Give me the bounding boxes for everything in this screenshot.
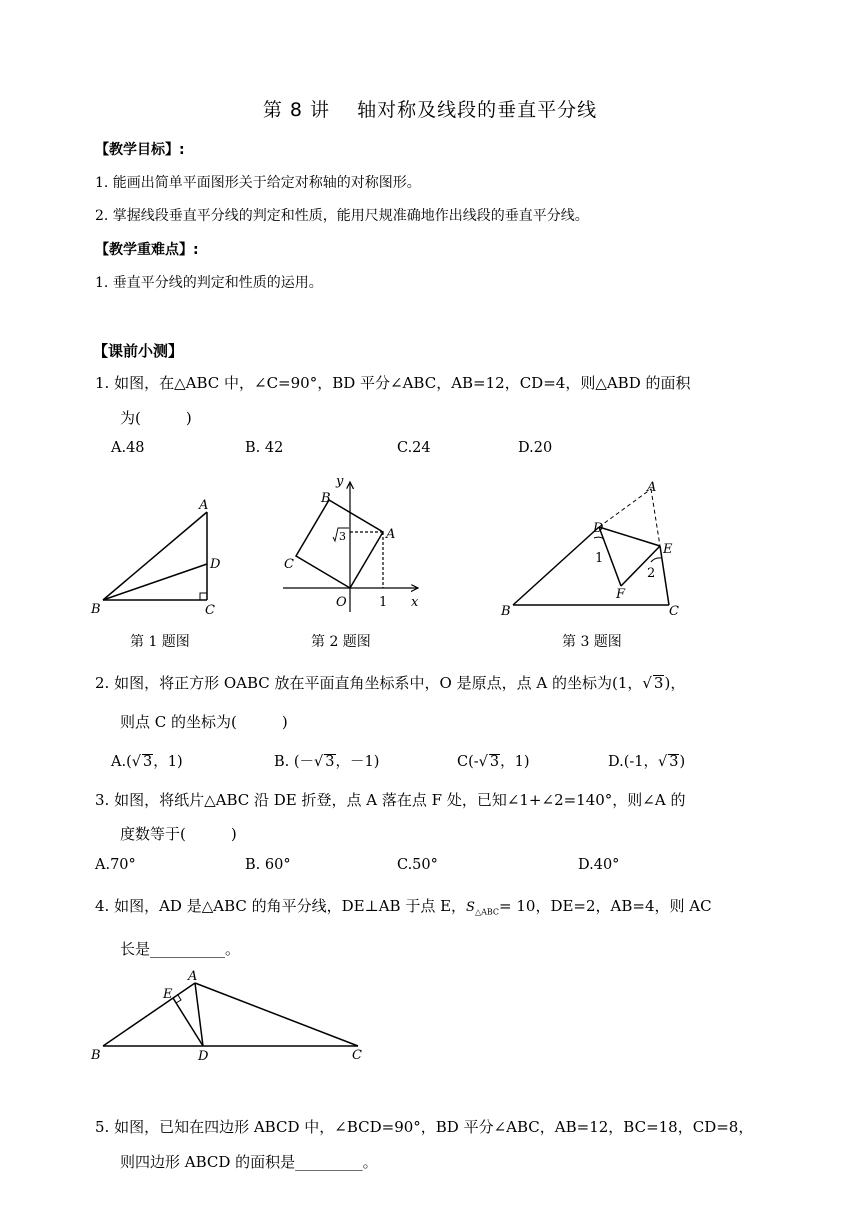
fig4-side-ba (103, 983, 195, 1046)
fig2-caption: 第 2 题图 (311, 634, 371, 650)
q1-option-c: C.24 (397, 440, 431, 456)
fig3-dash-ae (651, 489, 660, 546)
q2-option-d: D.(-1，√ 3) (608, 754, 686, 770)
q1-line1: 1. 如图，在△ABC 中，∠C=90°，BD 平分∠ABC，AB=12，CD=4，则△ABD 的面积 (95, 374, 691, 392)
fig1-label-a: A (199, 498, 209, 513)
figure-3 (498, 474, 698, 619)
q3-option-d: D.40° (578, 857, 620, 873)
q4-line2: 长是__________。 (120, 940, 241, 958)
goals-heading: 【教学目标】: (95, 142, 185, 158)
q3-line2: 度数等于( ) (120, 825, 237, 843)
fig3-angle-2-arc (651, 558, 661, 562)
q2-line1-end: )， (664, 674, 686, 692)
goal-item-2: 2. 掌握线段垂直平分线的判定和性质，能用尺规准确地作出线段的垂直平分线。 (95, 208, 589, 224)
fig1-caption: 第 1 题图 (130, 634, 190, 650)
q2-line2: 则点 C 的坐标为( ) (120, 713, 288, 731)
pretest-heading: 【课前小测】 (93, 342, 184, 360)
fig4-label-b: B (91, 1048, 101, 1063)
fig3-label-f: F (616, 587, 626, 602)
fig1-label-d: D (210, 557, 221, 572)
q2-option-b: B. (－√ 3，－1) (274, 754, 380, 770)
fig4-side-ac (195, 983, 358, 1046)
fig3-label-d: D (593, 521, 604, 536)
fig2-label-b: B (321, 491, 331, 506)
q2-option-c: C(-√ 3，1) (457, 754, 530, 770)
fig3-dash-da (599, 489, 651, 527)
figure-4 (88, 966, 378, 1066)
fig3-label-2: 2 (647, 566, 656, 581)
keypoint-item-1: 1. 垂直平分线的判定和性质的运用。 (95, 275, 323, 291)
fig1-right-angle-mark (200, 593, 207, 600)
q1-option-b: B. 42 (245, 440, 284, 456)
q4-area-symbol: $S_{\triangle ABC}$ (466, 900, 500, 917)
fig3-label-a: A (647, 480, 657, 495)
q3-option-c: C.50° (397, 857, 438, 873)
q5-line1: 5. 如图，已知在四边形 ABCD 中，∠BCD=90°，BD 平分∠ABC，AB=12，BC=18，CD=8， (95, 1118, 754, 1136)
fig2-label-o: O (336, 595, 347, 610)
fig2-square-oabc (296, 500, 383, 588)
q3-option-a: A.70° (95, 857, 136, 873)
fig3-label-e: E (663, 542, 673, 557)
fig4-label-a: A (188, 969, 198, 984)
goal-item-1: 1. 能画出简单平面图形关于给定对称轴的对称图形。 (95, 175, 421, 191)
fig3-label-c: C (669, 604, 679, 619)
fig2-label-c: C (284, 557, 294, 572)
fig2-label-a: A (386, 527, 396, 542)
fig2-label-x: x (411, 595, 419, 610)
fig1-segment-bd (103, 564, 207, 600)
fig4-label-e: E (163, 987, 173, 1002)
q1-line2: 为( ) (120, 409, 192, 427)
fig4-label-d: D (198, 1049, 209, 1064)
fig1-label-b: B (91, 602, 101, 617)
fig3-side-bd (513, 527, 599, 605)
q4-line1-rest: = 10，DE=2，AB=4，则 AC (499, 897, 712, 915)
q2-sqrt: √ 3 (642, 674, 664, 692)
fig4-bisector-ad (195, 983, 203, 1046)
q4-line1-text: 4. 如图，AD 是△ABC 的角平分线，DE⊥AB 于点 E， (95, 897, 467, 915)
fig3-label-b: B (501, 604, 511, 619)
fig3-fold-de (599, 527, 660, 546)
fig1-label-c: C (205, 603, 215, 618)
q3-line1: 3. 如图，将纸片△ABC 沿 DE 折登，点 A 落在点 F 处，已知∠1+∠2=140°，则∠A 的 (95, 791, 686, 809)
page-title: 第 8 讲 轴对称及线段的垂直平分线 (262, 99, 598, 121)
fig1-side-ab (103, 512, 207, 600)
q2-line1-text: 2. 如图，将正方形 OABC 放在平面直角坐标系中，O 是原点，点 A 的坐标为(1， (95, 674, 643, 692)
fig3-label-1: 1 (595, 551, 604, 566)
fig2-sqrt3-label (333, 528, 349, 543)
q5-line2: 则四边形 ABCD 的面积是_________。 (120, 1153, 378, 1171)
figure-1 (88, 490, 228, 620)
q3-option-b: B. 60° (245, 857, 291, 873)
q4-line1 (95, 895, 712, 917)
figure-2 (278, 472, 428, 617)
fig4-label-c: C (352, 1048, 362, 1063)
keypoints-heading: 【教学重难点】: (95, 242, 199, 258)
fig2-label-1: 1 (379, 595, 388, 610)
q1-option-a: A.48 (111, 440, 145, 456)
q2-line1 (95, 672, 685, 693)
fig2-label-y: y (336, 474, 344, 489)
fig3-caption: 第 3 题图 (562, 634, 622, 650)
q2-option-a: A.(√ 3，1) (111, 754, 183, 770)
q1-option-d: D.20 (518, 440, 553, 456)
svg-text:3: 3 (339, 530, 346, 543)
